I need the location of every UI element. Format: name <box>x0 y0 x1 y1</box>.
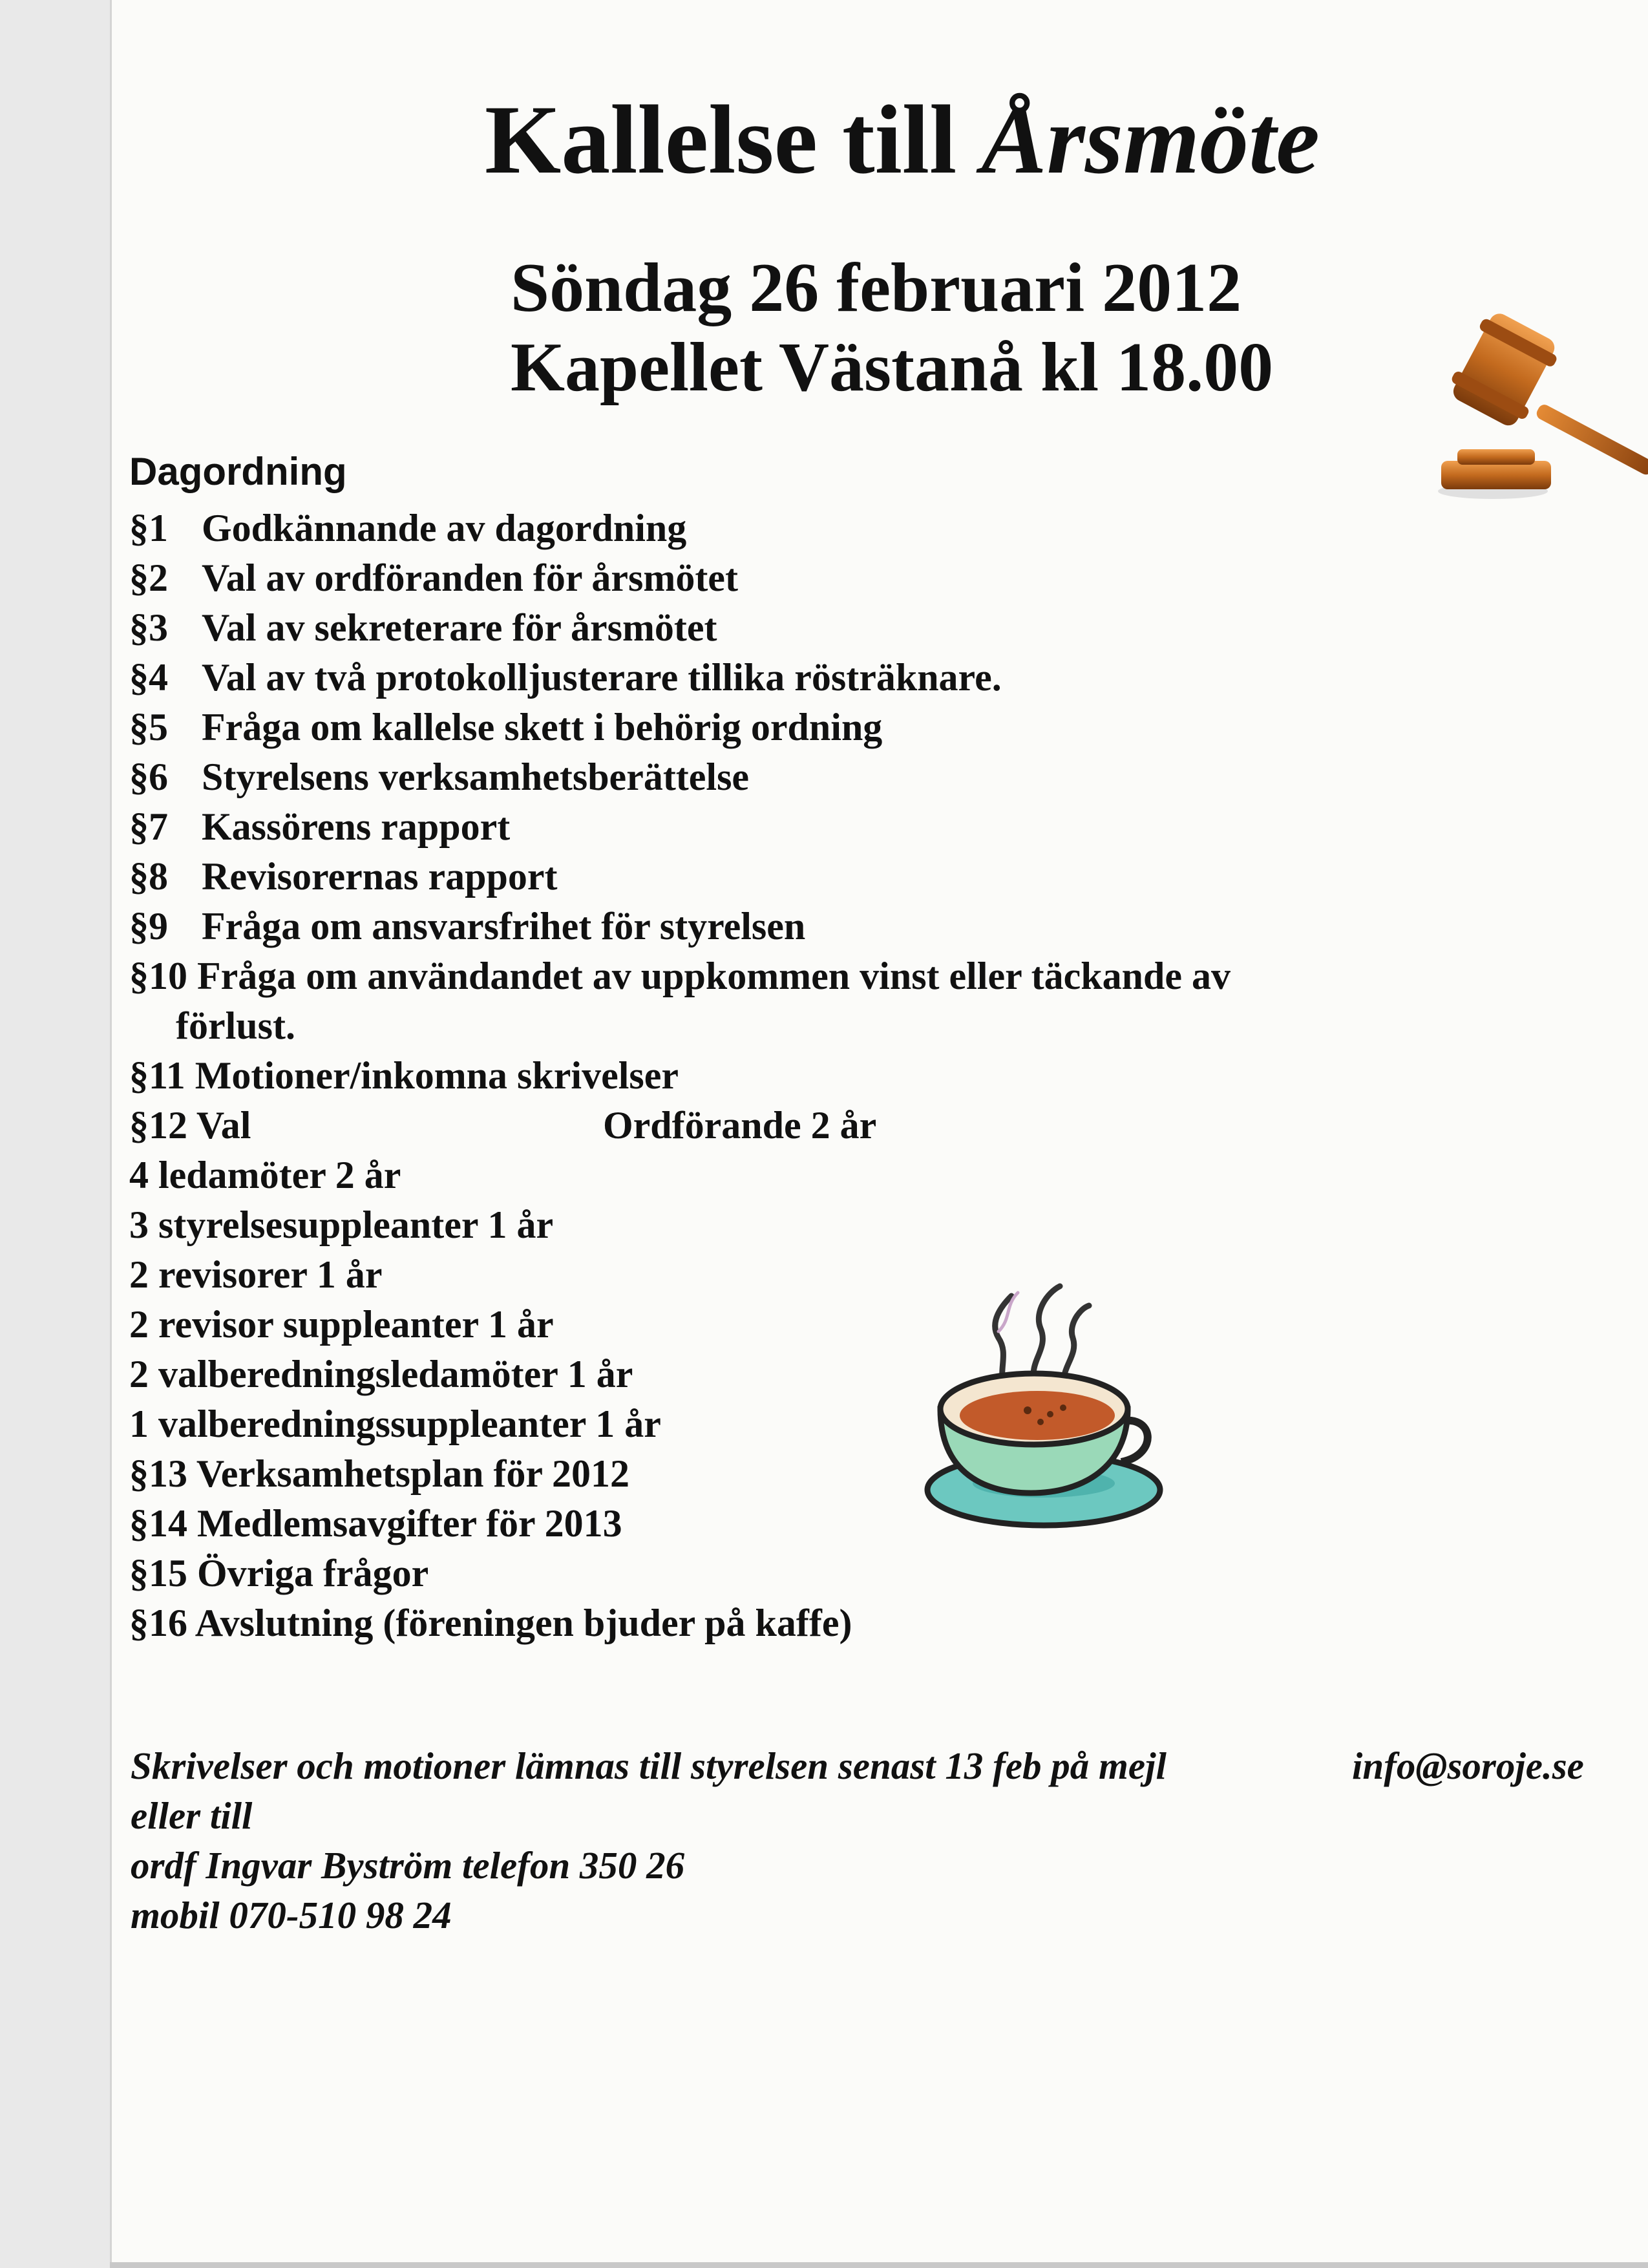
agenda-item <box>129 1104 877 1147</box>
agenda-item-text: Fråga om ansvarsfrihet för styrelsen <box>202 905 806 948</box>
agenda-item-number: §11 <box>129 1054 185 1097</box>
election-item: 2 valberedningsledamöter 1 år <box>129 1353 633 1395</box>
election-item: 2 revisor suppleanter 1 år <box>129 1303 554 1346</box>
agenda-item-text: Godkännande av dagordning <box>202 507 687 549</box>
agenda-item-number: §6 <box>129 756 168 798</box>
agenda-item-continuation: förlust. <box>176 1004 295 1047</box>
agenda-item-text: Val av två protokolljusterare tillika rösträknare. <box>202 656 1002 699</box>
title-italic: Årsmöte <box>981 85 1320 194</box>
title-main: Kallelse till <box>485 85 957 194</box>
agenda-item-number: §9 <box>129 905 168 948</box>
footer-contact: ordf Ingvar Byström telefon 350 26 <box>131 1844 685 1887</box>
agenda-item <box>129 907 805 946</box>
agenda-item: §14 Medlemsavgifter för 2013 <box>129 1502 622 1545</box>
agenda-item-text: Fråga om användandet av uppkommen vinst eller täckande av <box>197 955 1231 997</box>
agenda-item <box>129 558 738 597</box>
agenda-item-number: §2 <box>129 556 168 599</box>
agenda-item-number: §12 <box>129 1104 187 1147</box>
election-item: 4 ledamöter 2 år <box>129 1154 401 1196</box>
agenda-item <box>129 857 558 896</box>
agenda-item-text: Val <box>196 1104 251 1147</box>
agenda-item-text: Val av sekreterare för årsmötet <box>202 606 717 649</box>
election-item: 3 styrelsesuppleanter 1 år <box>129 1203 554 1246</box>
agenda-item <box>129 608 717 647</box>
meeting-date: Söndag 26 februari 2012 <box>511 249 1242 326</box>
agenda-item-number: §3 <box>129 606 168 649</box>
agenda-item-text: Val av ordföranden för årsmötet <box>202 556 738 599</box>
agenda-item-number: §10 <box>129 955 187 997</box>
agenda-item-text: Motioner/inkomna skrivelser <box>195 1054 679 1097</box>
agenda-item: §13 Verksamhetsplan för 2012 <box>129 1452 629 1495</box>
coffee-cup-icon <box>914 1260 1179 1538</box>
agenda-item-text: Kassörens rapport <box>202 805 511 848</box>
agenda-item-text: Revisorernas rapport <box>202 855 558 898</box>
footer-instruction: Skrivelser och motioner lämnas till styrelsen senast 13 feb på mejl <box>131 1744 1167 1787</box>
page-title <box>485 85 1320 194</box>
agenda-item-number: §4 <box>129 656 168 699</box>
agenda-item-text: Fråga om kallelse skett i behörig ordning <box>202 706 883 748</box>
agenda-item-role: Ordförande 2 år <box>603 1104 877 1147</box>
agenda-item-number: §7 <box>129 805 168 848</box>
agenda-heading: Dagordning <box>129 450 347 493</box>
email-link[interactable]: info@soroje.se <box>1352 1744 1584 1787</box>
agenda-item <box>129 509 686 547</box>
election-item: 1 valberedningssuppleanter 1 år <box>129 1403 661 1445</box>
election-item: 2 revisorer 1 år <box>129 1253 383 1296</box>
agenda-item: §16 Avslutning (föreningen bjuder på kaffe) <box>129 1602 852 1644</box>
footer-line <box>131 1744 1584 1787</box>
agenda-item-number: §8 <box>129 855 168 898</box>
agenda-item <box>129 758 749 796</box>
agenda-item-number: §5 <box>129 706 168 748</box>
sheet-bottom-edge <box>110 2262 1648 2268</box>
agenda-item: §15 Övriga frågor <box>129 1552 429 1595</box>
meeting-place-time: Kapellet Västanå kl 18.00 <box>511 329 1274 406</box>
agenda-item <box>129 807 510 846</box>
footer-mobile: mobil 070-510 98 24 <box>131 1894 452 1936</box>
agenda-item-text: Styrelsens verksamhetsberättelse <box>202 756 750 798</box>
agenda-item <box>129 708 882 747</box>
agenda-item <box>129 658 1002 697</box>
agenda-item <box>129 957 1231 995</box>
agenda-item-number: §1 <box>129 507 168 549</box>
gavel-icon <box>1438 294 1648 507</box>
footer-line: eller till <box>131 1794 253 1837</box>
agenda-item <box>129 1056 679 1095</box>
